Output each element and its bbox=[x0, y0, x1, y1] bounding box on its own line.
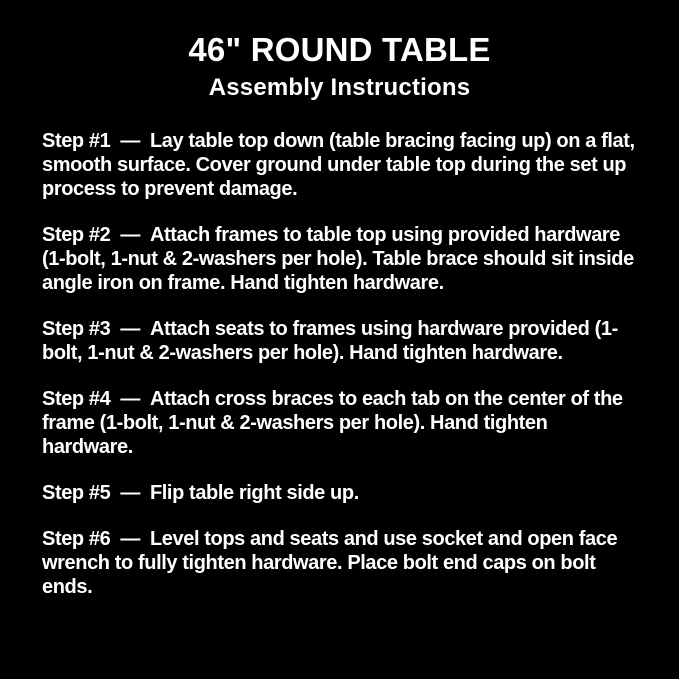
instructions-list bbox=[42, 129, 639, 599]
step-3-paragraph bbox=[42, 317, 639, 365]
step-6-label: Step #6 bbox=[42, 527, 111, 550]
step-6-paragraph bbox=[42, 527, 639, 599]
step-1-separator: — bbox=[120, 129, 140, 152]
step-2-paragraph bbox=[42, 223, 639, 295]
step-4-separator: — bbox=[120, 387, 140, 410]
step-2-text: Attach frames to table top using provided hardware (1-bolt, 1-nut & 2-washers per hole). Table brace should sit inside angle iron on frame. Hand tighten hardware. bbox=[42, 223, 634, 294]
step-4-label: Step #4 bbox=[42, 387, 111, 410]
step-2-label: Step #2 bbox=[42, 223, 111, 246]
page-title: 46" ROUND TABLE bbox=[188, 31, 491, 68]
step-6-separator: — bbox=[120, 527, 140, 550]
step-5-label: Step #5 bbox=[42, 481, 111, 504]
step-5-separator: — bbox=[120, 481, 140, 504]
step-4-text: Attach cross braces to each tab on the center of the frame (1-bolt, 1-nut & 2-washers per hole). Hand tighten hardware. bbox=[42, 387, 623, 458]
step-3-text: Attach seats to frames using hardware provided (1-bolt, 1-nut & 2-washers per hole). Hand tighten hardware. bbox=[42, 317, 618, 364]
step-5-paragraph bbox=[42, 481, 639, 505]
step-1-label: Step #1 bbox=[42, 129, 111, 152]
step-3-separator: — bbox=[120, 317, 140, 340]
step-1-text: Lay table top down (table bracing facing up) on a flat, smooth surface. Cover ground under table top during the set up process to prevent damage. bbox=[42, 129, 635, 200]
step-4-paragraph bbox=[42, 387, 639, 459]
step-6-text: Level tops and seats and use socket and open face wrench to fully tighten hardware. Place bolt end caps on bolt ends. bbox=[42, 527, 618, 598]
step-5-text: Flip table right side up. bbox=[149, 481, 359, 504]
step-1-paragraph bbox=[42, 129, 639, 201]
header bbox=[0, 0, 679, 102]
step-2-separator: — bbox=[120, 223, 140, 246]
page-subtitle: Assembly Instructions bbox=[208, 74, 471, 102]
step-3-label: Step #3 bbox=[42, 317, 111, 340]
